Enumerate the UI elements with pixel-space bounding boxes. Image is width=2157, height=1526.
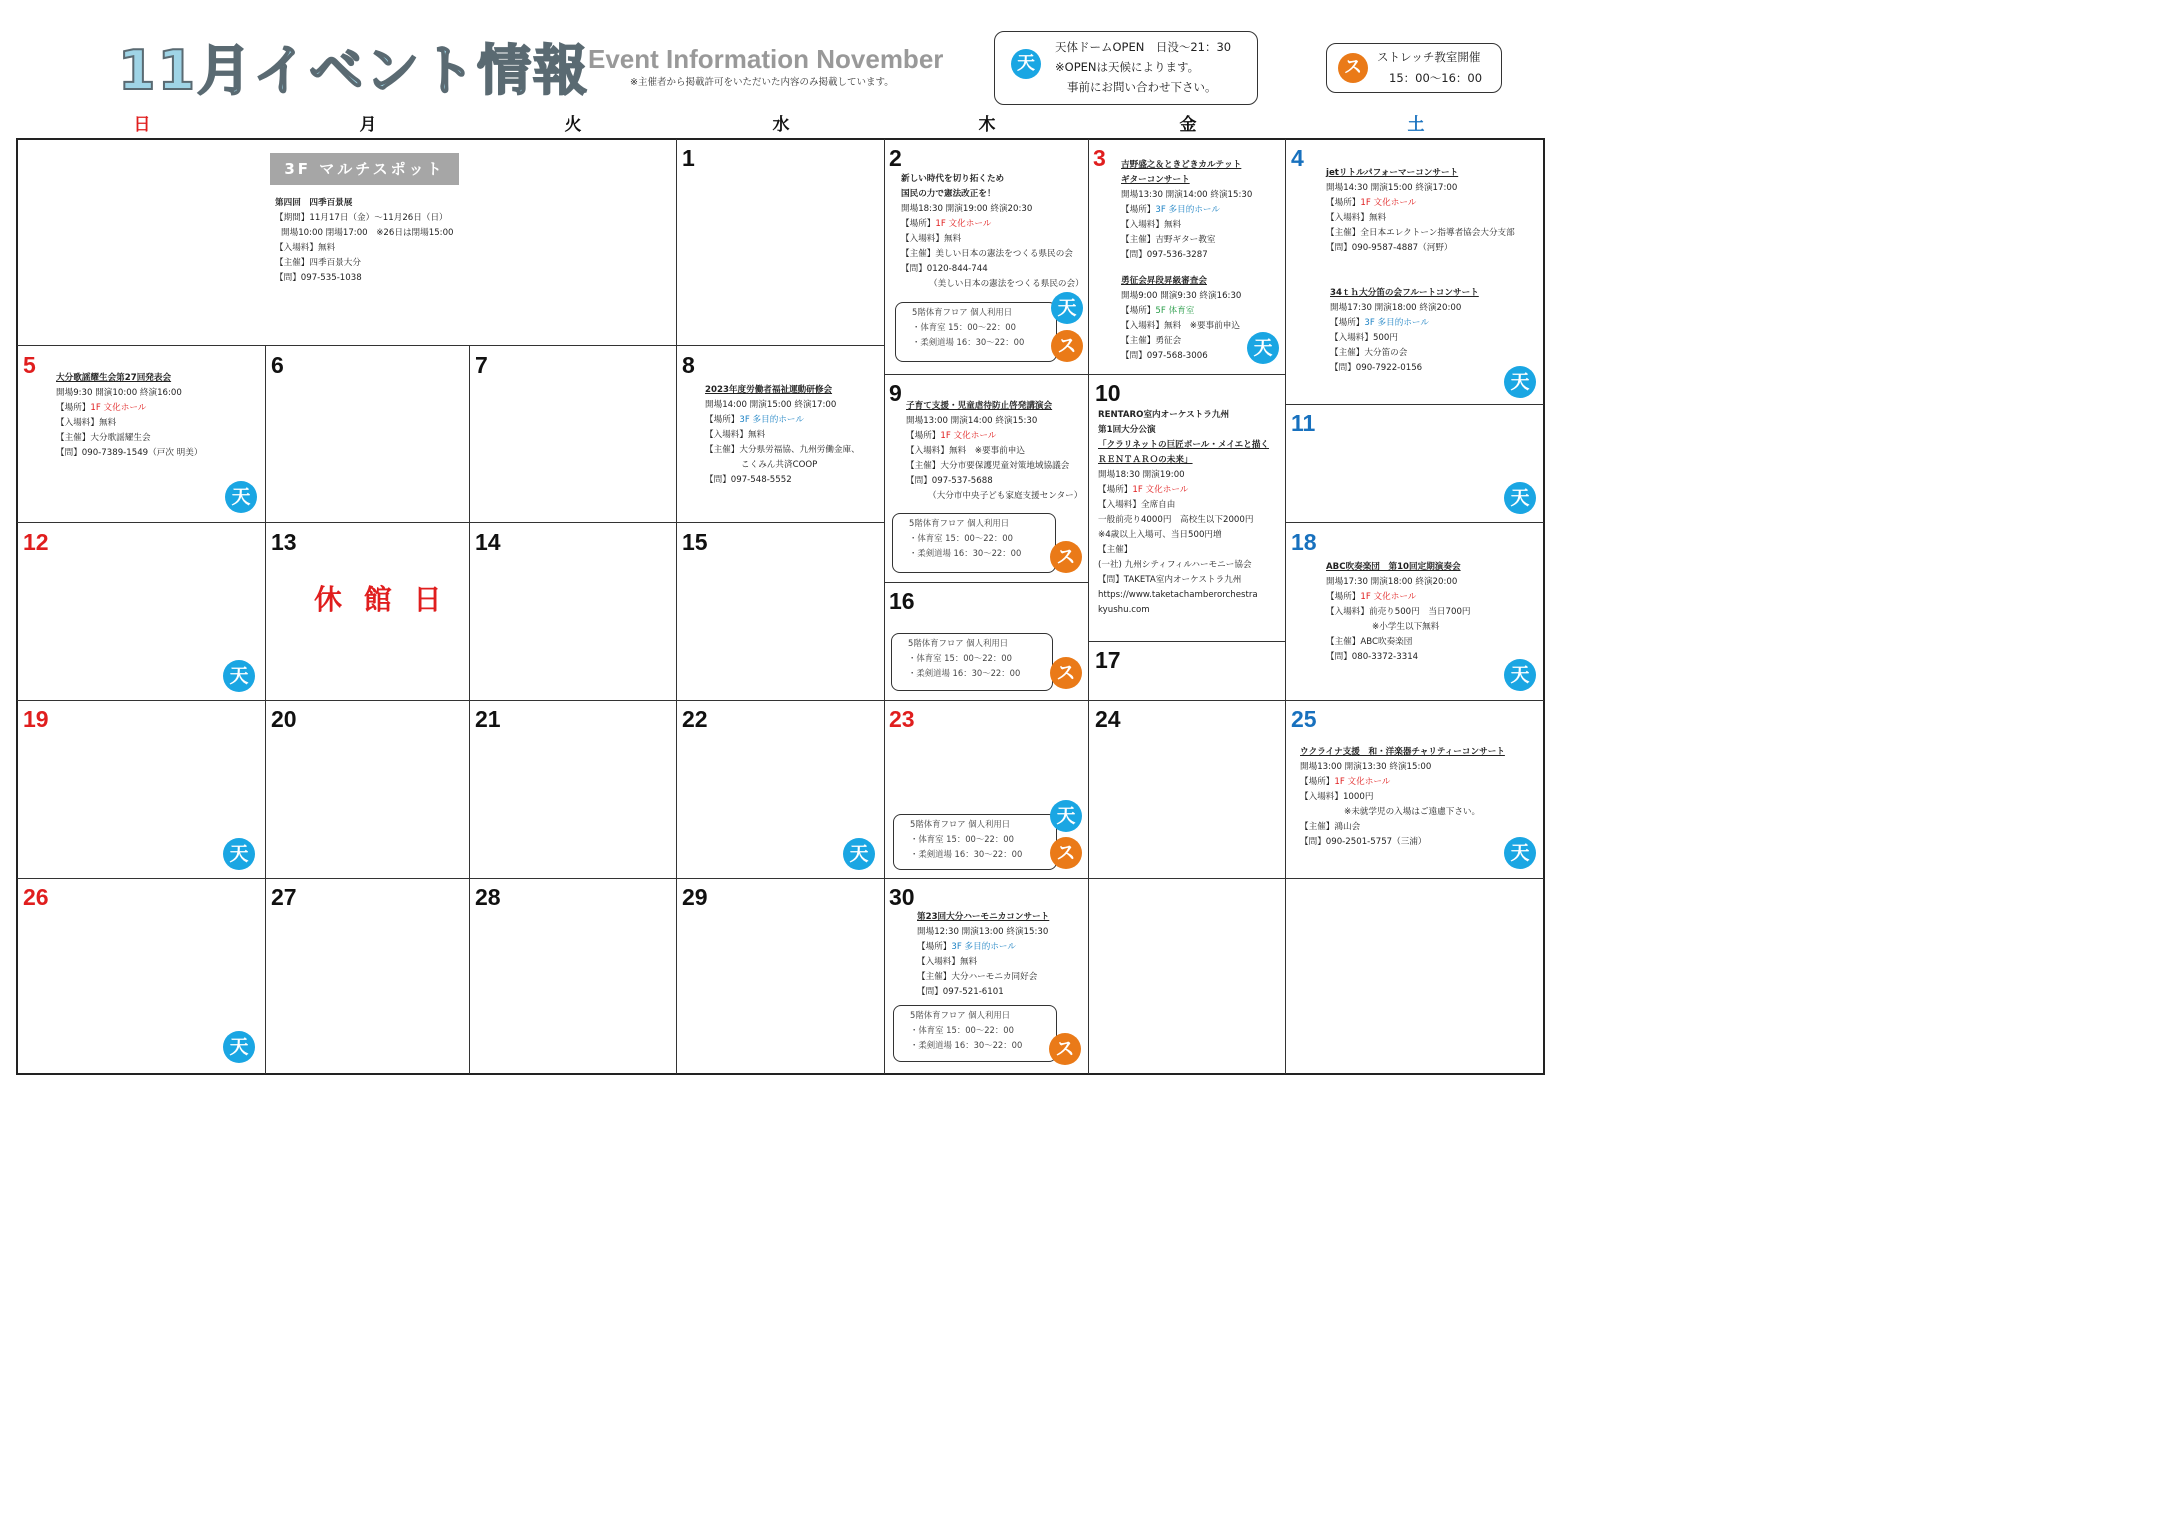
event-place: 3F 多目的ホール bbox=[1155, 205, 1220, 215]
event-host: 【主催】勇征会 bbox=[1121, 336, 1182, 346]
observatory-icon: 天 bbox=[1247, 332, 1279, 364]
grid-line bbox=[17, 345, 884, 346]
weekday-sun: 日 bbox=[133, 115, 151, 135]
event-title: 勇征会昇段昇級審査会 bbox=[1121, 276, 1207, 286]
event-place-key: 【場所】 bbox=[917, 942, 952, 952]
event-contact: 【問】097-536-3287 bbox=[1121, 250, 1208, 260]
gym-box-line: ・柔剣道場 16：30～22：00 bbox=[910, 849, 1023, 859]
event-hours: 開場10:00 閉場17:00 ※26日は閉場15:00 bbox=[281, 228, 454, 238]
day-number: 2 bbox=[889, 145, 902, 171]
event-host: 【主催】全日本エレクトーン指導者協会大分支部 bbox=[1326, 228, 1515, 238]
day-number: 14 bbox=[475, 529, 501, 555]
event-place-key: 【場所】 bbox=[1098, 485, 1133, 495]
event-place-key: 【場所】 bbox=[56, 403, 91, 413]
grid-line bbox=[265, 345, 266, 1074]
observatory-icon: 天 bbox=[1504, 366, 1536, 398]
grid-line bbox=[469, 345, 470, 1074]
event-nov2 bbox=[901, 172, 1084, 292]
event-time: 開場12:30 開演13:00 終演15:30 bbox=[917, 927, 1049, 937]
event-contact: 【問】TAKETA室内オーケストラ九州 bbox=[1098, 575, 1242, 585]
day-number: 12 bbox=[23, 529, 49, 555]
event-time: 開場14:00 開演15:00 終演17:00 bbox=[705, 400, 837, 410]
event-fee: 【入場料】無料 bbox=[56, 418, 117, 428]
legend-stretch-line: 15：00～16：00 bbox=[1389, 71, 1483, 85]
day-number: 27 bbox=[271, 884, 297, 910]
observatory-icon: 天 bbox=[223, 838, 255, 870]
event-place: 3F 多目的ホール bbox=[1364, 318, 1429, 328]
event-multispot bbox=[275, 196, 454, 286]
event-nov5 bbox=[56, 371, 202, 461]
weekday-mon: 月 bbox=[359, 115, 377, 135]
event-host: 【主催】大分県労福協、九州労働金庫、 bbox=[705, 445, 860, 455]
day-number: 4 bbox=[1291, 145, 1304, 171]
weekday-sat: 土 bbox=[1407, 115, 1425, 135]
event-host: 【主催】大分笛の会 bbox=[1330, 348, 1408, 358]
grid-line bbox=[1089, 374, 1286, 375]
gym-floor-box-nov2 bbox=[895, 302, 1057, 362]
day-number: 24 bbox=[1095, 706, 1121, 732]
day-number: 23 bbox=[889, 706, 915, 732]
day-number: 16 bbox=[889, 588, 915, 614]
event-place: 1F 文化ホール bbox=[1360, 198, 1417, 208]
permission-note: ※主催者から掲載許可をいただいた内容のみ掲載しています。 bbox=[630, 77, 894, 88]
event-title: RENTARO室内オーケストラ九州 bbox=[1098, 410, 1230, 420]
event-place-key: 【場所】 bbox=[906, 431, 941, 441]
event-place: 1F 文化ホール bbox=[935, 219, 992, 229]
grid-line bbox=[885, 374, 1088, 375]
event-host: 【主催】鴻山会 bbox=[1300, 822, 1361, 832]
event-time: 開場17:30 開演18:00 終演20:00 bbox=[1326, 577, 1458, 587]
event-place: 1F 文化ホール bbox=[940, 431, 997, 441]
gym-floor-box-nov30 bbox=[893, 1005, 1057, 1062]
legend-observatory-line: 事前にお問い合わせ下さい。 bbox=[1067, 80, 1217, 94]
event-contact: 【問】097-548-5552 bbox=[705, 475, 792, 485]
event-title: ABC吹奏楽団 第10回定期演奏会 bbox=[1326, 562, 1461, 572]
event-time: 開場13:30 開演14:00 終演15:30 bbox=[1121, 190, 1253, 200]
event-title: 第四回 四季百景展 bbox=[275, 198, 353, 208]
event-time: 開場9:00 開演9:30 終演16:30 bbox=[1121, 291, 1242, 301]
day-number: 30 bbox=[889, 884, 915, 910]
event-fee: 【入場料】500円 bbox=[1330, 333, 1398, 343]
grid-line bbox=[884, 139, 885, 1074]
event-title: 2023年度労働者福祉運動研修会 bbox=[705, 385, 833, 395]
event-place-key: 【場所】 bbox=[1330, 318, 1365, 328]
grid-line bbox=[1088, 139, 1089, 1074]
event-title: 新しい時代を切り拓くため bbox=[901, 174, 1005, 184]
gym-floor-box-nov23 bbox=[893, 814, 1057, 870]
event-title: 吉野盛之＆ときどきカルテット bbox=[1121, 160, 1242, 170]
event-contact: 【問】090-2501-5757（三浦） bbox=[1300, 837, 1427, 847]
event-contact: 【問】090-7922-0156 bbox=[1330, 363, 1423, 373]
event-time: 開場18:30 開演19:00 bbox=[1098, 470, 1185, 480]
grid-line bbox=[1286, 522, 1544, 523]
day-number: 26 bbox=[23, 884, 49, 910]
event-fee-detail: 一般前売り4000円 高校生以下2000円 bbox=[1098, 515, 1254, 525]
event-fee: 【入場料】無料 bbox=[901, 234, 962, 244]
event-contact: 【問】090-7389-1549（戸次 明美） bbox=[56, 448, 203, 458]
event-title: jetリトルパフォーマーコンサート bbox=[1326, 168, 1459, 178]
stretch-icon: ス bbox=[1050, 657, 1082, 689]
event-title: ウクライナ支援 和・洋楽器チャリティーコンサート bbox=[1300, 747, 1505, 757]
event-nov8 bbox=[705, 383, 860, 488]
closed-day-label: 休 館 日 bbox=[314, 583, 448, 616]
event-time: 開場17:30 開演18:00 終演20:00 bbox=[1330, 303, 1462, 313]
grid-line bbox=[1089, 641, 1286, 642]
day-number: 18 bbox=[1291, 529, 1317, 555]
gym-box-line: ・体育室 15：00～22：00 bbox=[908, 653, 1012, 663]
day-number: 19 bbox=[23, 706, 49, 732]
gym-box-title: 5階体育フロア 個人利用日 bbox=[910, 1010, 1011, 1020]
event-host: 【主催】大分市要保護児童対策地域協議会 bbox=[906, 461, 1070, 471]
event-contact: 【問】097-521-6101 bbox=[917, 987, 1004, 997]
event-fee-note: ※小学生以下無料 bbox=[1372, 622, 1440, 632]
gym-box-title: 5階体育フロア 個人利用日 bbox=[908, 638, 1009, 648]
grid-line bbox=[17, 700, 1544, 701]
gym-box-title: 5階体育フロア 個人利用日 bbox=[912, 307, 1013, 317]
event-nov25 bbox=[1300, 745, 1505, 850]
event-fee: 【入場料】無料 ※要事前申込 bbox=[1121, 321, 1240, 331]
day-number: 22 bbox=[682, 706, 708, 732]
grid-line bbox=[885, 582, 1088, 583]
day-number: 7 bbox=[475, 352, 488, 378]
event-fee-note: ※4歳以上入場可、当日500円増 bbox=[1098, 530, 1222, 540]
event-url: https://www.taketachamberorchestra bbox=[1098, 590, 1258, 600]
event-period: 【期間】11月17日（金）～11月26日（日） bbox=[275, 213, 448, 223]
event-fee: 【入場料】無料 bbox=[1326, 213, 1387, 223]
event-place: 5F 体育室 bbox=[1155, 306, 1195, 316]
event-fee: 【入場料】無料 ※要事前申込 bbox=[906, 446, 1025, 456]
observatory-icon: 天 bbox=[223, 1031, 255, 1063]
grid-line bbox=[1285, 139, 1286, 1074]
gym-box-title: 5階体育フロア 個人利用日 bbox=[910, 819, 1011, 829]
event-nov4-flute bbox=[1330, 286, 1479, 376]
event-place-key: 【場所】 bbox=[901, 219, 936, 229]
day-number: 28 bbox=[475, 884, 501, 910]
day-number: 17 bbox=[1095, 647, 1121, 673]
day-number: 15 bbox=[682, 529, 708, 555]
observatory-icon: 天 bbox=[1504, 482, 1536, 514]
event-nov30 bbox=[917, 910, 1049, 1000]
day-number: 3 bbox=[1093, 145, 1106, 171]
grid-line bbox=[1286, 404, 1544, 405]
event-place-key: 【場所】 bbox=[705, 415, 740, 425]
event-title: 第1回大分公演 bbox=[1098, 425, 1156, 435]
event-title: 国民の力で憲法改正を！ bbox=[901, 189, 996, 199]
event-title: ＲＥＮＴＡＲＯの未来」 bbox=[1098, 455, 1193, 465]
event-title: 「クラリネットの巨匠ポール・メイエと描く bbox=[1098, 440, 1270, 450]
event-fee-note: ※未就学児の入場はご遠慮下さい。 bbox=[1344, 807, 1481, 817]
weekday-tue: 火 bbox=[564, 115, 582, 135]
weekday-wed: 水 bbox=[772, 115, 790, 135]
event-nov9 bbox=[906, 399, 1082, 504]
event-title: 子育て支援・児童虐待防止啓発講演会 bbox=[906, 401, 1053, 411]
day-number: 8 bbox=[682, 352, 695, 378]
event-host-cont: こくみん共済COOP bbox=[741, 460, 818, 470]
gym-box-line: ・体育室 15：00～22：00 bbox=[910, 1025, 1014, 1035]
observatory-icon: 天 bbox=[225, 481, 257, 513]
grid-line bbox=[17, 522, 884, 523]
legend-stretch bbox=[1326, 43, 1502, 93]
event-place: 3F 多目的ホール bbox=[739, 415, 804, 425]
event-place: 1F 文化ホール bbox=[1334, 777, 1391, 787]
event-host: 【主催】四季百景大分 bbox=[275, 258, 361, 268]
event-url: kyushu.com bbox=[1098, 605, 1150, 615]
event-time: 開場14:30 開演15:00 終演17:00 bbox=[1326, 183, 1458, 193]
stretch-icon: ス bbox=[1050, 541, 1082, 573]
gym-box-line: ・柔剣道場 16：30～22：00 bbox=[912, 337, 1025, 347]
event-contact: 【問】097-537-5688 bbox=[906, 476, 993, 486]
event-fee: 【入場料】無料 bbox=[705, 430, 766, 440]
legend-observatory-line: 天体ドームOPEN 日没～21：30 bbox=[1055, 40, 1232, 54]
event-contact-note: （美しい日本の憲法をつくる県民の会） bbox=[929, 279, 1084, 289]
event-fee: 【入場料】無料 bbox=[1121, 220, 1182, 230]
event-host: 【主催】美しい日本の憲法をつくる県民の会 bbox=[901, 249, 1073, 259]
day-number: 6 bbox=[271, 352, 284, 378]
event-place-key: 【場所】 bbox=[1121, 205, 1156, 215]
event-nov10 bbox=[1098, 408, 1269, 618]
observatory-icon: 天 bbox=[1051, 292, 1083, 324]
event-contact: 【問】097-568-3006 bbox=[1121, 351, 1208, 361]
event-fee: 【入場料】無料 bbox=[275, 243, 336, 253]
event-place: 3F 多目的ホール bbox=[951, 942, 1016, 952]
event-fee: 【入場料】全席自由 bbox=[1098, 500, 1176, 510]
event-host: 【主催】大分ハーモニカ同好会 bbox=[917, 972, 1038, 982]
event-place: 1F 文化ホール bbox=[1360, 592, 1417, 602]
event-title: ギターコンサート bbox=[1121, 175, 1190, 185]
event-time: 開場13:00 開演13:30 終演15:00 bbox=[1300, 762, 1432, 772]
day-number: 29 bbox=[682, 884, 708, 910]
day-number: 5 bbox=[23, 352, 36, 378]
event-fee: 【入場料】無料 bbox=[917, 957, 978, 967]
day-number: 11 bbox=[1291, 410, 1316, 436]
day-number: 21 bbox=[475, 706, 501, 732]
event-title: 34ｔｈ大分笛の会フルートコンサート bbox=[1330, 288, 1479, 298]
legend-observatory-line: ※OPENは天候によります。 bbox=[1055, 60, 1200, 74]
page-title: 11月イベント情報 bbox=[118, 39, 590, 102]
gym-box-line: ・柔剣道場 16：30～22：00 bbox=[910, 1040, 1023, 1050]
event-nov18 bbox=[1326, 560, 1471, 665]
event-contact: 【問】080-3372-3314 bbox=[1326, 652, 1419, 662]
day-number: 1 bbox=[682, 145, 695, 171]
gym-box-title: 5階体育フロア 個人利用日 bbox=[909, 518, 1010, 528]
multispot-banner: 3F マルチスポット bbox=[270, 153, 459, 185]
event-title: 第23回大分ハーモニカコンサート bbox=[917, 912, 1050, 922]
weekday-fri: 金 bbox=[1179, 115, 1197, 135]
observatory-icon: 天 bbox=[843, 838, 875, 870]
event-title: 大分歌謡耀生会第27回発表会 bbox=[56, 373, 172, 383]
gym-box-line: ・柔剣道場 16：30～22：00 bbox=[909, 548, 1022, 558]
observatory-icon: 天 bbox=[223, 660, 255, 692]
event-contact: 【問】0120-844-744 bbox=[901, 264, 988, 274]
stretch-icon: ス bbox=[1049, 1033, 1081, 1065]
observatory-icon: 天 bbox=[1504, 837, 1536, 869]
event-fee: 【入場料】1000円 bbox=[1300, 792, 1374, 802]
gym-box-line: ・体育室 15：00～22：00 bbox=[909, 533, 1013, 543]
event-contact: 【問】090-9587-4887（河野） bbox=[1326, 243, 1453, 253]
grid-line bbox=[676, 139, 677, 1074]
event-host: 【主催】 bbox=[1098, 545, 1133, 555]
weekday-thu: 木 bbox=[978, 115, 996, 135]
day-number: 9 bbox=[889, 380, 902, 406]
gym-box-line: ・体育室 15：00～22：00 bbox=[910, 834, 1014, 844]
legend-observatory bbox=[994, 31, 1258, 105]
day-number: 10 bbox=[1095, 380, 1121, 406]
event-host: 【主催】吉野ギター教室 bbox=[1121, 235, 1216, 245]
grid-line bbox=[17, 878, 1544, 879]
observatory-icon: 天 bbox=[1050, 800, 1082, 832]
gym-floor-box-nov16 bbox=[891, 633, 1053, 691]
event-place-key: 【場所】 bbox=[1121, 306, 1156, 316]
event-place-key: 【場所】 bbox=[1326, 198, 1361, 208]
event-place-key: 【場所】 bbox=[1300, 777, 1335, 787]
event-host: 【主催】ABC吹奏楽団 bbox=[1326, 637, 1413, 647]
event-place: 1F 文化ホール bbox=[1132, 485, 1189, 495]
stretch-icon: ス bbox=[1050, 837, 1082, 869]
event-nov3-guitar bbox=[1121, 158, 1252, 263]
event-time: 開場18:30 開演19:00 終演20:30 bbox=[901, 204, 1033, 214]
event-nov3-review bbox=[1121, 274, 1241, 364]
calendar-grid bbox=[16, 138, 1545, 1075]
event-place-key: 【場所】 bbox=[1326, 592, 1361, 602]
event-host-name: (一社) 九州シティフィルハーモニー協会 bbox=[1098, 560, 1252, 570]
event-fee: 【入場料】前売り500円 当日700円 bbox=[1326, 607, 1471, 617]
gym-box-line: ・体育室 15：00～22：00 bbox=[912, 322, 1016, 332]
gym-floor-box-nov9 bbox=[892, 513, 1056, 573]
event-time: 開場9:30 開演10:00 終演16:00 bbox=[56, 388, 182, 398]
day-number: 13 bbox=[271, 529, 297, 555]
observatory-icon: 天 bbox=[1504, 659, 1536, 691]
day-number: 25 bbox=[1291, 706, 1317, 732]
legend-stretch-line: ストレッチ教室開催 bbox=[1377, 50, 1481, 64]
event-host: 【主催】大分歌謡耀生会 bbox=[56, 433, 151, 443]
event-contact-note: （大分市中央子ども家庭支援センター） bbox=[928, 491, 1083, 501]
page-subtitle: Event Information November bbox=[588, 44, 944, 74]
event-nov4-jet bbox=[1326, 166, 1515, 256]
stretch-icon: ス bbox=[1051, 330, 1083, 362]
gym-box-line: ・柔剣道場 16：30～22：00 bbox=[908, 668, 1021, 678]
event-time: 開場13:00 開演14:00 終演15:30 bbox=[906, 416, 1038, 426]
event-contact: 【問】097-535-1038 bbox=[275, 273, 362, 283]
event-place: 1F 文化ホール bbox=[90, 403, 147, 413]
stretch-icon: ス bbox=[1338, 53, 1368, 83]
day-number: 20 bbox=[271, 706, 297, 732]
observatory-icon: 天 bbox=[1011, 49, 1041, 79]
